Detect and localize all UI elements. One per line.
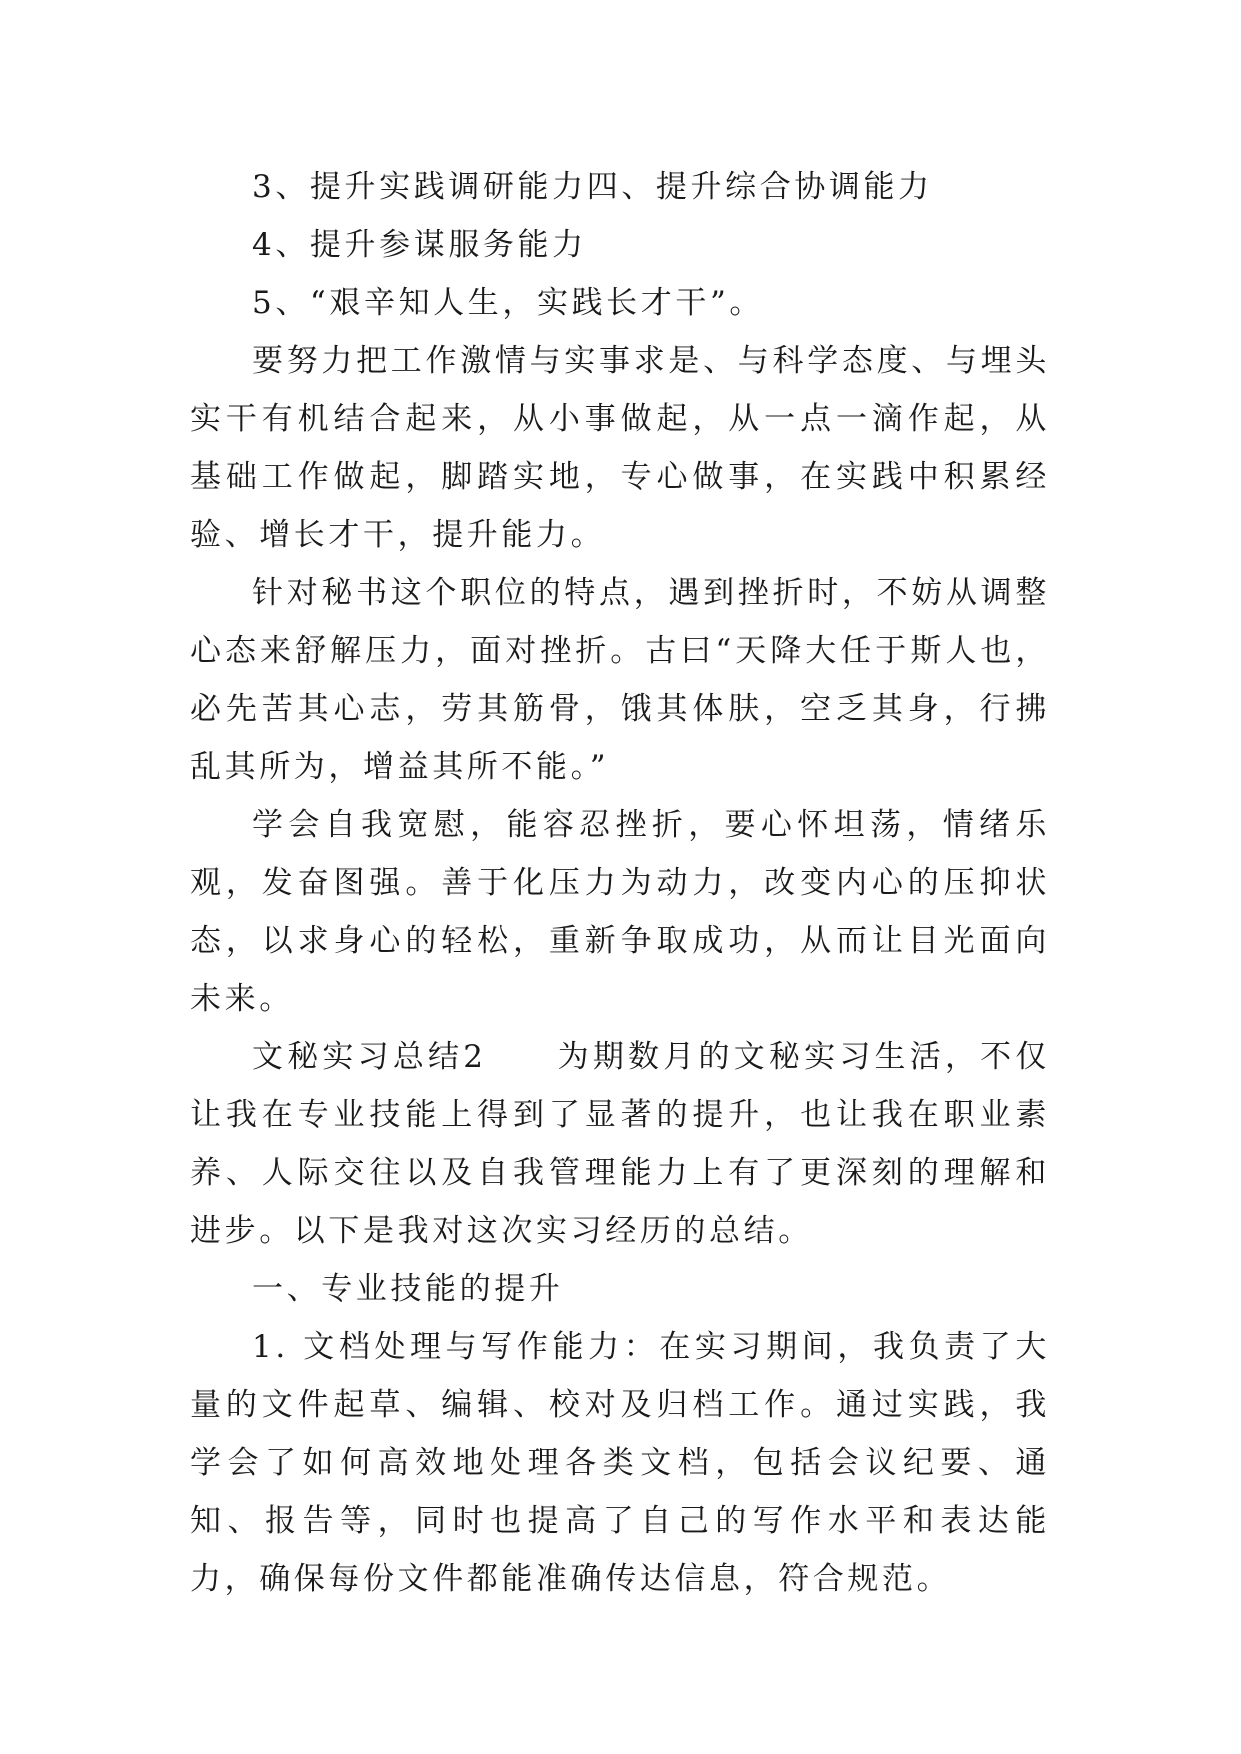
paragraph-self-comfort: 学会自我宽慰，能容忍挫折，要心怀坦荡，情绪乐观，发奋图强。善于化压力为动力，改变内心的压抑状态，以求身心的轻松，重新争取成功，从而让目光面向未来。 [190, 807, 1050, 1017]
paragraph-item-3: 3、提升实践调研能力四、提升综合协调能力 [252, 169, 933, 205]
paragraph-setbacks: 针对秘书这个职位的特点，遇到挫折时，不妨从调整心态来舒解压力，面对挫折。古曰“天降大任于斯人也，必先苦其心志，劳其筋骨，饿其体肤，空乏其身，行拂乱其所为，增益其所不能。” [190, 575, 1050, 785]
paragraph-work-passion: 要努力把工作激情与实事求是、与科学态度、与埋头实干有机结合起来，从小事做起，从一点一滴作起，从基础工作做起，脚踏实地，专心做事，在实践中积累经验、增长才干，提升能力。 [190, 343, 1050, 553]
paragraph-summary-2-intro: 文秘实习总结2 为期数月的文秘实习生活，不仅让我在专业技能上得到了显著的提升，也让我在职业素养、人际交往以及自我管理能力上有了更深刻的理解和进步。以下是我对这次实习经历的总结。 [190, 1039, 1050, 1249]
document-body [190, 158, 1050, 1608]
paragraph-document-writing: 1. 文档处理与写作能力：在实习期间，我负责了大量的文件起草、编辑、校对及归档工作。通过实践，我学会了如何高效地处理各类文档，包括会议纪要、通知、报告等，同时也提高了自己的写作水平和表达能力，确保每份文件都能准确传达信息，符合规范。 [190, 1329, 1050, 1597]
paragraph-item-4: 4、提升参谋服务能力 [252, 227, 587, 263]
paragraph-item-5: 5、“艰辛知人生，实践长才干”。 [252, 285, 765, 321]
section-heading-skills: 一、专业技能的提升 [252, 1271, 564, 1307]
